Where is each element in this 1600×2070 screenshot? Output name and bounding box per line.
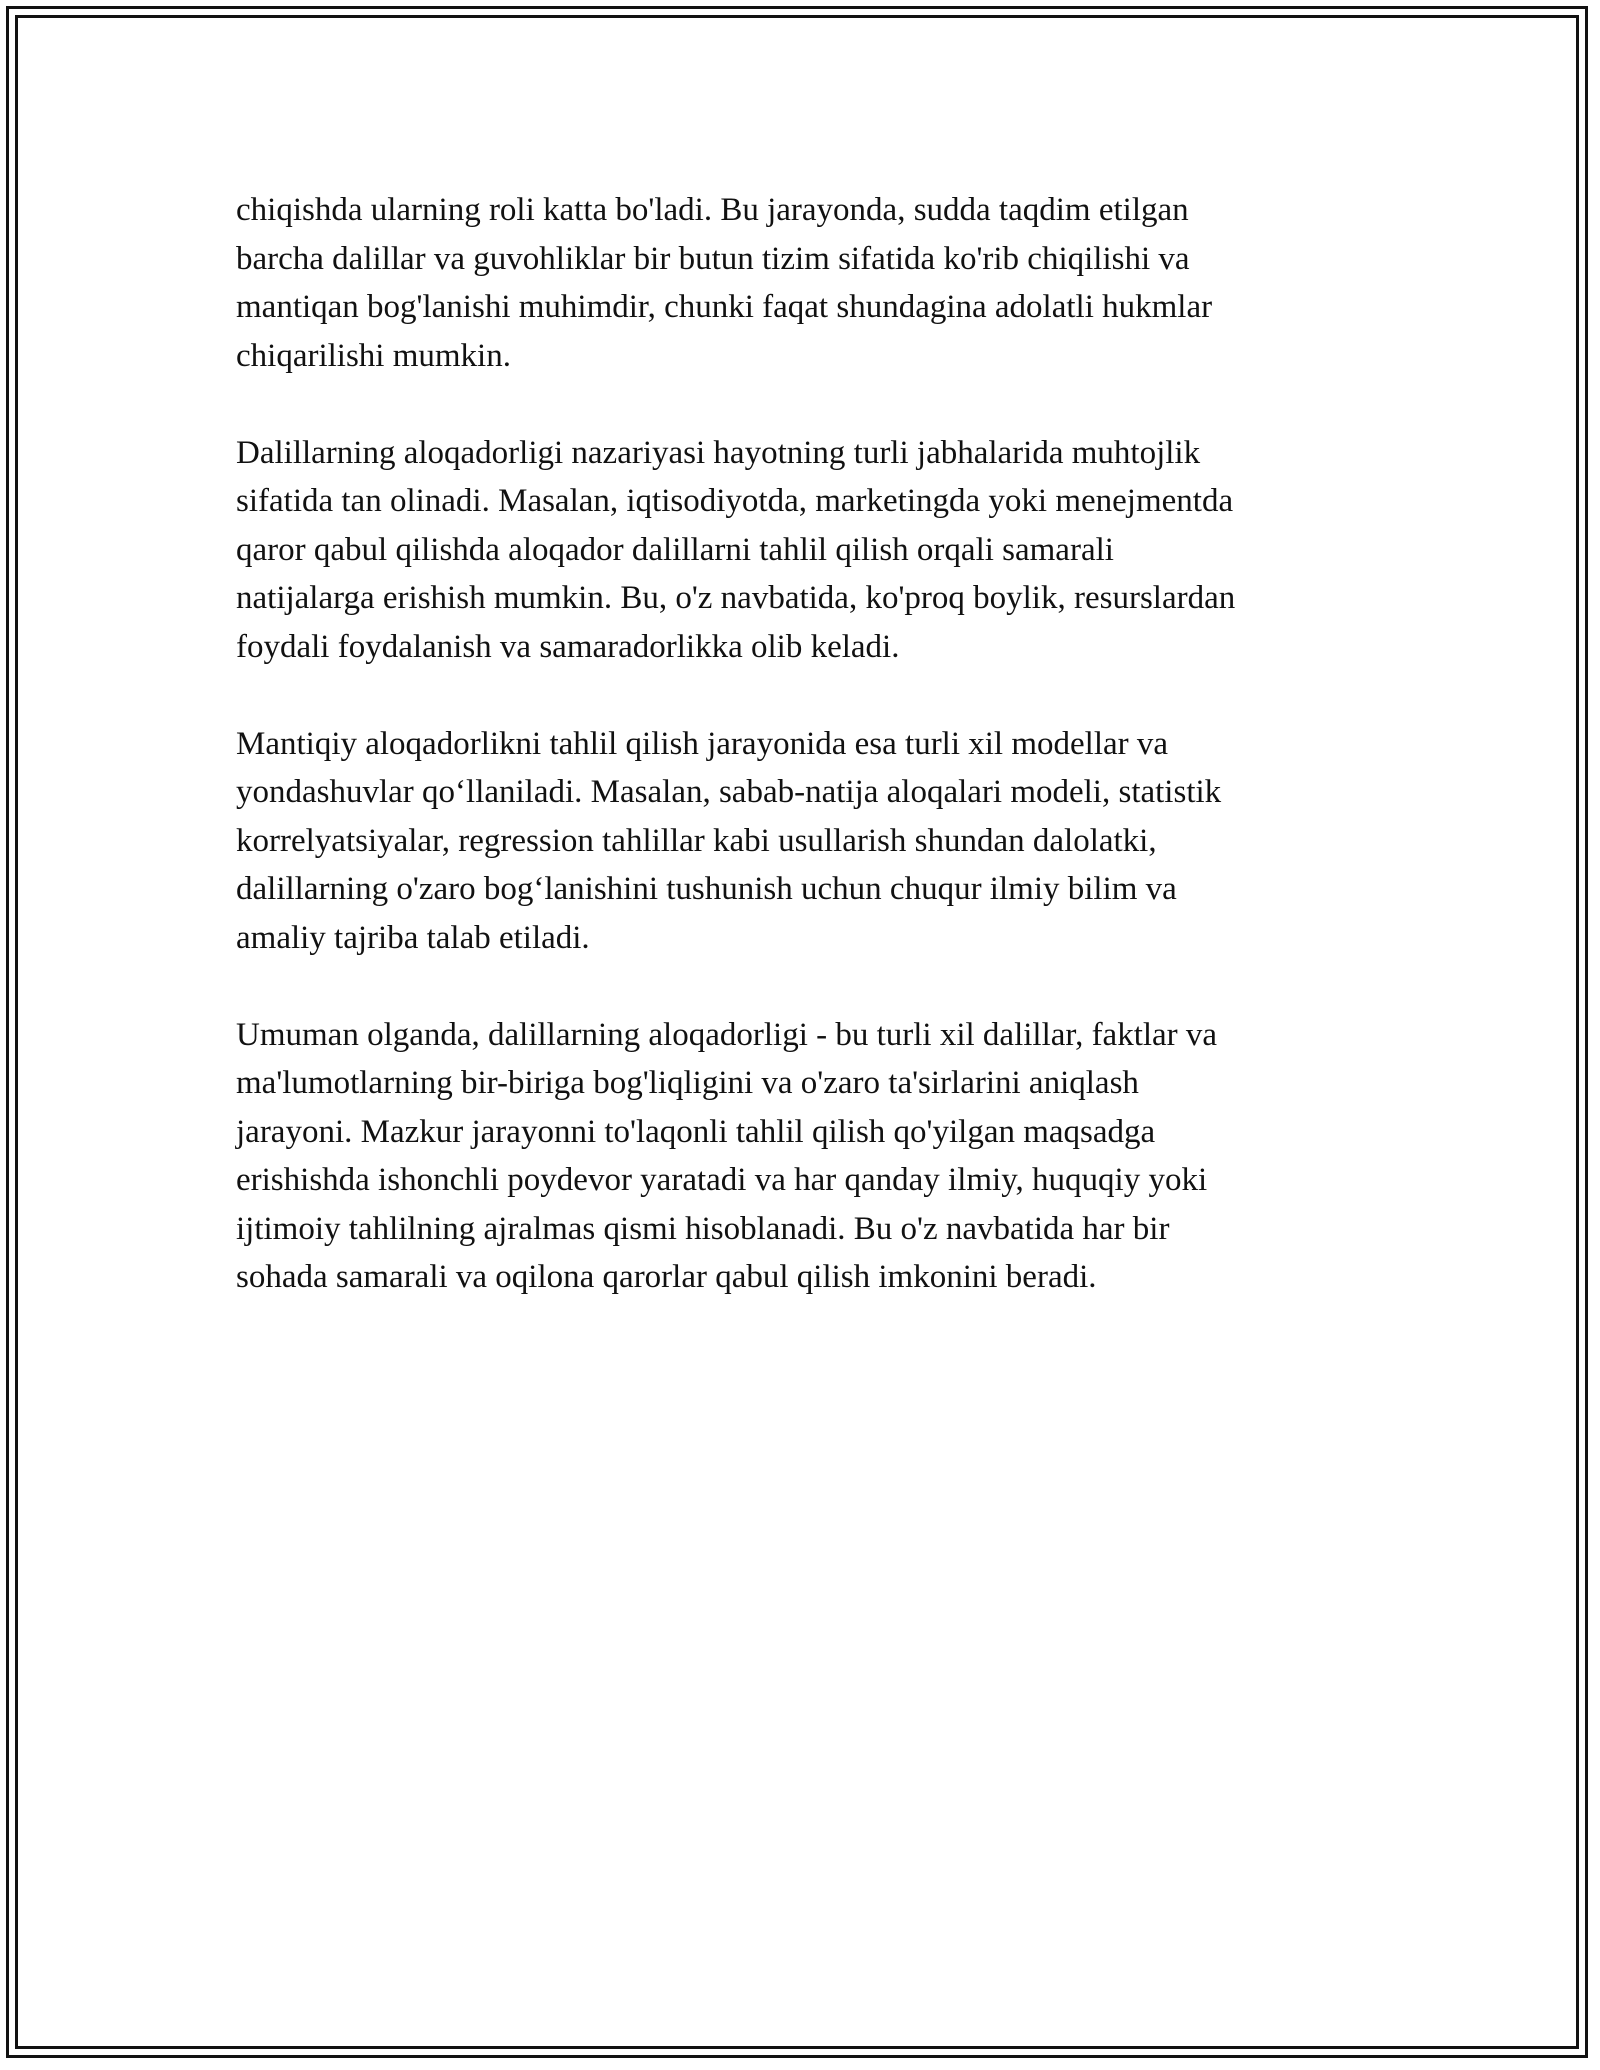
paragraph-1: chiqishda ularning roli katta bo'ladi. Bu jarayonda, sudda taqdim etilgan barcha dalillar va guvohliklar bir butun tizim sifatida ko'rib chiqilishi va mantiqan bog'lanishi muhimdir, chunki faqat shundagina adolatli hukmlar chiqarilishi mumkin.: [236, 192, 1213, 374]
paragraph-4: Umuman olganda, dalillarning aloqadorligi - bu turli xil dalillar, faktlar va ma'lumotlarning bir-biriga bog'liqligini va o'zaro ta'sirlarini aniqlash jarayoni. Mazkur jarayonni to'laqonli tahlil qilish qo'yilgan maqsadga erishishda ishonchli poydevor yaratadi va har qanday ilmiy, huquqiy yoki ijtimoiy tahlilning ajralmas qismi hisoblanadi. Bu o'z navbatida har bir sohada samarali va oqilona qarorlar qabul qilish imkonini beradi.: [236, 1016, 1218, 1295]
document-body: [236, 186, 1366, 1350]
paragraph-3: Mantiqiy aloqadorlikni tahlil qilish jarayonida esa turli xil modellar va yondashuvlar qo‘llaniladi. Masalan, sabab-natija aloqalari modeli, statistik korrelyatsiyalar, regression tahlillar kabi usullarish shundan dalolatki, dalillarning o'zaro bog‘lanishini tushunish uchun chuqur ilmiy bilim va amaliy tajriba talab etiladi.: [236, 725, 1222, 956]
paragraph-2: Dalillarning aloqadorligi nazariyasi hayotning turli jabhalarida muhtojlik sifatida tan olinadi. Masalan, iqtisodiyotda, marketingda yoki menejmentda qaror qabul qilishda aloqador dalillarni tahlil qilish orqali samarali natijalarga erishish mumkin. Bu, o'z navbatida, ko'proq boylik, resurslardan foydali foydalanish va samaradorlikka olib keladi.: [236, 434, 1236, 665]
